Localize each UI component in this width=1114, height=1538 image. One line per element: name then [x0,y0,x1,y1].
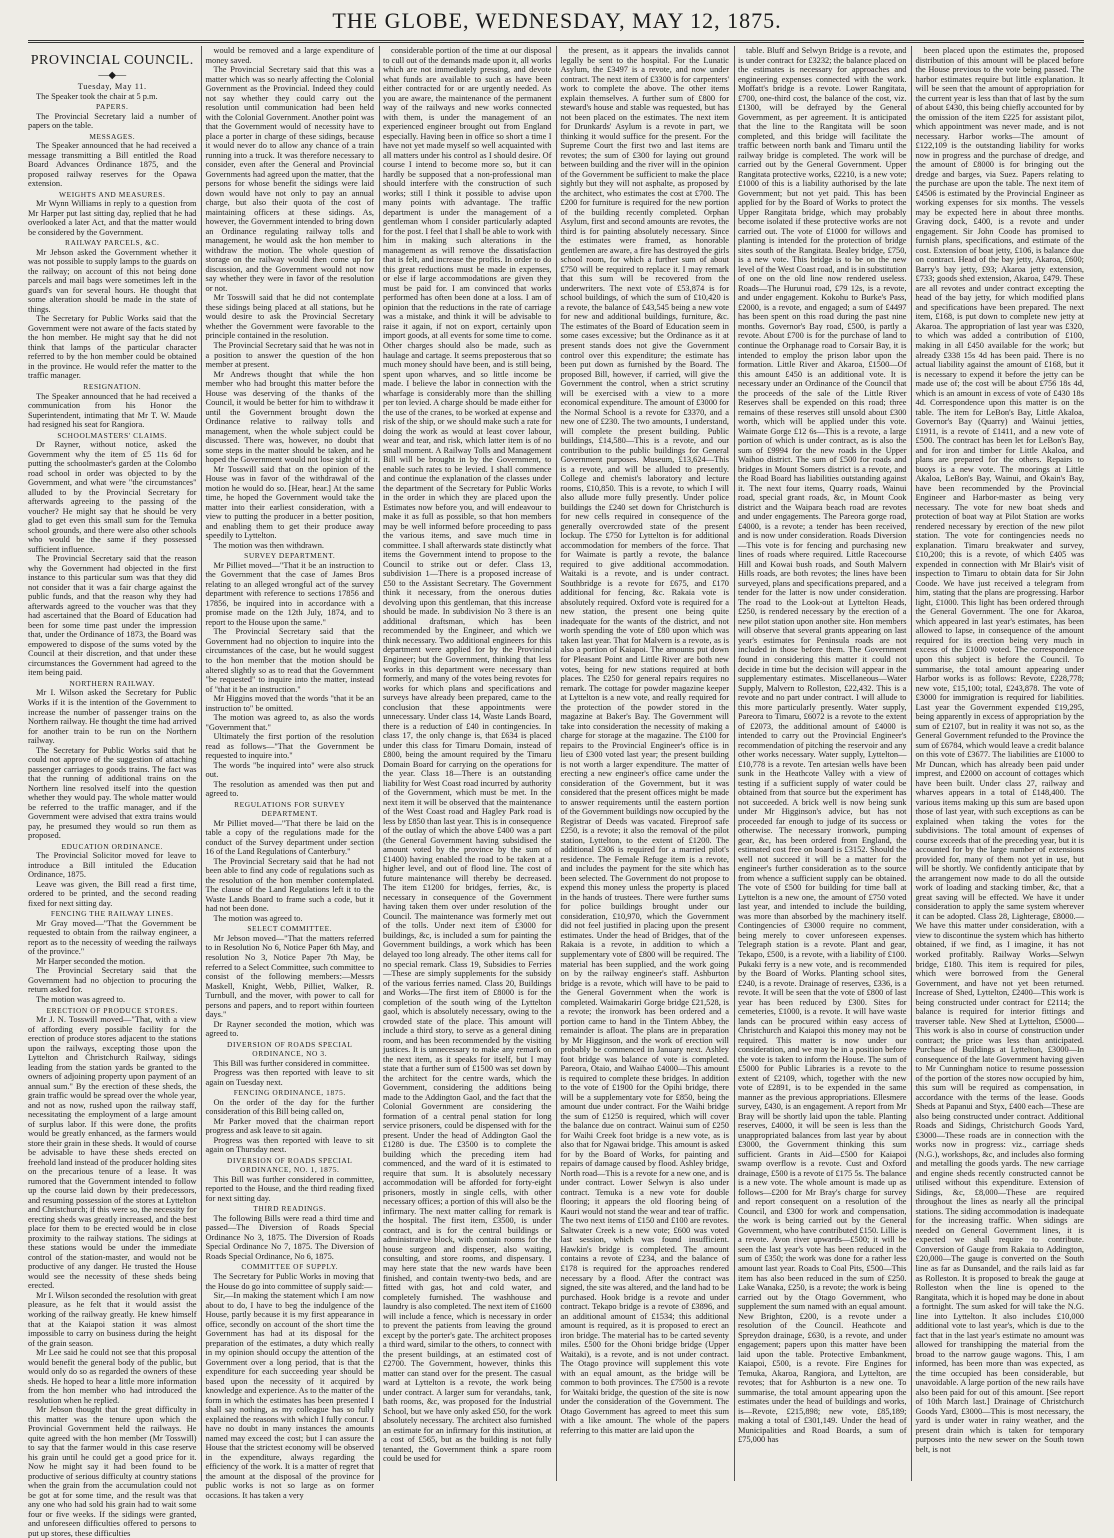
paragraph: Mr Pilliet moved—"That it be an instruction to the Government that the case of James Bros relating to an alleged wrongful act of the survey department with reference to sections 17856 and 17856, be inquired into in accordance with a promise made on the 12th July, 1874, and to report to the House upon the same." [205,560,374,627]
ornament-divider: —◆— [98,70,127,81]
column-1 [28,46,197,1538]
paragraph: would be removed and a large expenditure of money saved. [205,46,374,65]
paragraph: The Provincial Secretary said that the Government had no objection to procuring the return asked for. [28,966,197,995]
paragraph: the present, as it appears the invalids cannot legally be sent to the hospital. For the Lunatic Asylum, the £3497 is a revote, and now under contract. The next item of £3300 is for carpenters' work to complete the above. The other items explain themselves. A further sum of £800 for steward's house and stable was requested, but has not been placed on the estimates. The next item for Drunkards' Asylum is a revote in part, we thinking it would suffice for the present. For the Supreme Court the first two and last items are revotes; the sum of £300 for laying out ground between building and the river will in the opinion of the Government be sufficient to make the place sightly but they will not asphalte, as proposed by the architect, who estimates the cost at £700. The £200 for furniture is required for the new portion of the building recently completed. Orphan Asylum, first and second amounts are revotes, the third is for painting absolutely necessary. Since the estimates were framed, as honorable gentlemen are aware, a fire has destroyed the girls school room, for which a further sum of about £750 will be required to replace it. I may remark that this sum will be recovered from the underwriters. The next vote of £53,874 is for school buildings, of which the sum of £10,420 is a revote, the balance of £43,545 being a new vote for new and additional buildings, furniture, &c. The estimates of the Board of Education seem in some cases excessive; but the Ordinance as it at present stands does not give the Government control over this expenditure; the estimate has been put down as furnished by the Board. The proposed Bill, however, if carried, will give the Government the control, when a strict scrutiny will be exercised with a view to a more economical expenditure. The amount of £3000 for the Normal School is a revote for £3370, and a new one of £230. The two amounts, I understand, will complete the present building. Public buildings, £14,580—This is a revote, and our contribution to the public buildings for General Government purposes. Museum, £13,624—This is a revote, and will be alluded to presently. College and chemist's laboratory and lecture rooms, £10,850. This is a revote, to which I will also allude more fully presently. Under police buildings the £240 set down for Christchurch is for new cells required in consequence of the generally overcrowded state of the present lockup. The £750 for Lyttelton is for additional accommodation for members of the force. That for Waimate is partly a revote, the balance required to give additional accommodation. Waitaki is a revote, and is under contract. Southbridge is a revote for £675, and £170 additional for fencing, &c. Rakaia vote is absolutely required. Oxford vote is required for a new station, the present one being quite inadequate for the wants of the district, and not worth spending the vote of £80 upon which was taken last year. That for Malvern is a revote, as is also a portion of Kaiapoi. The amounts put down for Pleasant Point and Little River are both new votes, being for new stations required at both places. The £250 for general repairs requires no remark. The cottage for powder magazine keeper at Lyttelton is a new vote, and really required for the protection of the powder stored in the magazine at Baker's Bay. The Government will take into consideration the necessity of making a charge for storage at the magazine. The £100 for repairs to the Provincial Engineer's office is in lieu of £300 voted last year; the present building is not worth a larger expenditure. The matter of erecting a new engineer's office came under the consideration of the Government, but it was considered that the present offices might be made to answer requirements until the eastern portion of the Government buildings now occupied by the Registrar of Deeds was vacated. Fireproof safe £250, is a revote; it also the removal of the pilot station, Lyttelton, to the extent of £1200. The additional £306 is required for a married pilot's residence. The Female Refuge item is a revote, and includes the payment for the site which has been selected. The Government do not propose to expend this money unless the property is placed in the hands of trustees. There were further sums for police buildings brought under our consideration, £10,970, which the Government did not feel justified in placing upon the present estimates. Under the head of Bridges, that of the Rakaia is a revote, in addition to which a supplementary vote of £800 will be required. The material has been supplied, and the work going on by the railway engineer's staff. Ashburton bridge is a revote, which will have to be paid to the General Government when the work is completed. Waimakariri Gorge bridge £21,528, is a revote; the ironwork has been ordered and a portion came to hand in the Tintern Abbey, the remainder is afloat. The plans are in preparation by Mr Higginson, and the work of erection will probably be commenced in January next. Ashley foot bridge was balance of vote is completed. Pareora, Otaio, and Waihao £4000—This amount is required to complete these bridges. In addition to the vote of £1900 for the Opihi bridge, there will be a supplementary vote for £850, being the amount due under contract. For the Waihi bridge the sum of £1250 is required, which will cover the balance due on contract. Wainui sum of £250 for Waihi Creek foot bridge is a new vote, as is also that for Ngawai bridge. This amount is asked for by the Board of Works, for painting and repairs of damage caused by flood. Ashley bridge, North road—This is a revote for a new one, and is under contract. Lower Selwyn is also under contract. Temuka is a new vote for double flooring; it appears the old flooring being of Kauri would not stand the wear and tear of traffic. The two next items of £150 and £100 are revotes. Saltwater Creek is a new vote; £600 was voted last session, which was found insufficient. Hawkin's bridge is completed. The amount contains a revote of £234, and the balance of £178 is required for the approaches rendered necessary by a flood. After the contract was signed, the site was altered, and the land had to be purchased. Hook bridge is a revote and under contract. Tekapo bridge is a revote of £3896, and an additional amount of £1534; this additional amount is required, as it is proposed to erect an iron bridge. The material has to be carted seventy miles. £500 for the Ohoni bridge bridge (Upper Waitaki), is a revote, and is not under contract. The Otago province will supplement this vote with an equal amount, as the bridge will be common to both provinces. The £7500 is a revote for Waitaki bridge, the question of the site is now under the consideration of the Government. The Otago Government has agreed to meet this sum with a like amount. The whole of the papers referring to this matter are laid upon the [560,46,729,1435]
paragraph: Mr Higgins moved that the words "that it be an instruction to" be omitted. [205,694,374,713]
paragraph: Mr Jebson thought that the great difficulty in this matter was the tenure upon which the Provincial Government held the railways. He quite agreed with the hon member (Mr Tosswill) to say that the farmer would in this case reserve his grain until he could get a good price for it. Now he might say it had been found to be productive of serious difficulty at country stations when the grain from the accumulation could not be got at for some time, and the result was that any one who had sold his grain had to wait some four or five weeks. If the sidings were granted, and unforeseen difficulties offered to persons to put up stores, these difficulties [28,1405,197,1538]
masthead-rule [28,40,1084,43]
subheading: ERECTION OF PRODUCE STORES. [46,1005,178,1015]
masthead: THE GLOBE, WEDNESDAY, MAY 12, 1875. [332,8,782,33]
subheading: SURVEY DEPARTMENT. [244,551,336,561]
column-rule [911,46,912,1481]
subheading: THIRD READINGS. [253,1204,327,1214]
paragraph: Sir,—In making the statement which I am now about to do, I have to beg the indulgence of the House, partly because it is my first appearance in office, secondly on account of the short time the Government has had at its disposal for the preparation of the estimates, a duty which really in my opinion should occupy the attention of the Government over a long period, that is that the expenditure for each succeeding year should be based upon the necessity of it acquired by knowledge and experience. As to the matter of the form in which the estimates has been presented I shall say nothing, as my colleague has so fully explained the reasons with which I fully concur. I have no doubt in many instances the amounts named may exceed the cost; but I can assure the House that the strictest economy will be observed in the expenditure, always regarding the efficiency of the work. It is a matter of regret that the amount at the disposal of the province for public works is not so large as on former occasions. It has taken a very [205,1291,374,1500]
paragraph: On the order of the day for the further consideration of this Bill being called on, [205,1097,374,1117]
paragraph: The Provincial Secretary said that he had not been able to find any code of regulations such as the resolution of the hon member contemplated. The clause of the Land Regulations left it to the Waste Lands Board to frame such a code, but it had not been done. [205,856,374,914]
paragraph: Progress was then reported with leave to sit again on Tuesday next. [205,1068,374,1087]
paragraph: Mr Harper seconded the motion. [36,956,146,966]
paragraph: The Secretary for Public Works said that he could not approve of the suggestion of attaching passenger carriages to goods trains. The fact was that the running of additional trains on the Northern line resolved itself into the question whether they would pay. The whole matter would be referred to the traffic manager, and if the Government were advised that extra trains would pay, he presumed they would so run them as proposed. [28,745,197,841]
subheading: EDUCATION ORDINANCE. [61,841,163,851]
paragraph: The Provincial Secretary said that the Government had no objection to inquire into the circumstances of the case, but he would suggest to the hon member that the motion should be altered slightly so as to read that the Government "be requested" to inquire into the matter, instead of "that it be an instruction." [205,627,374,694]
column-3 [383,46,552,1481]
paragraph: Dr Rayner seconded the motion, which was agreed to. [205,1019,374,1039]
paragraph: Mr Lee said he could not see that this proposal would benefit the general body of the public, but would only do so as regarded the owners of these sheds. He hoped to hear a little more information from the hon member who had introduced the resolution when he replied. [28,1348,197,1405]
paragraph: The Provincial Secretary laid a number of papers on the table. [28,111,197,131]
paragraph: table. Bluff and Selwyn Bridge is a revote, and is under contract for £3232; the balance placed on the estimates is necessary for approaches and engineering expenses connected with the work. Moffatt's bridge is a revote. Lower Rangitata, £700, one-third cost, the balance of the cost, viz. £1300, will be defrayed by the General Government, as per agreement. It is anticipated that the line to the Rangitata will be soon completed, and this bridge will facilitate the traffic between north bank and Timaru until the railway bridge is completed. The work will be carried out by the General Government. Upper Rangitata protective works, £2210, is a new vote; £1000 of this is a liability authorised by the late Government; but not yet paid. This has been applied for by the Board of Works to protect the Upper Rangitata bridge, which may probably become isolated if these protective works are not carried out. The vote of £1000 for willows and planting is intended for the protection of bridge sites south of the Rangitata. Bealey bridge, £750, is a new vote. This bridge is to be on the new level of the West Coast road, and is in substitution of one on the old line now rendered useless. Roads—The Hurunui road, £79 12s, is a revote, and under engagement. Kokohu to Burke's Pass, £2000, is a revote, and engaged; a sum of £4497 has been spent on this road during the past nine months. Governor's Bay road, £500, is partly a revote. About £700 is for the purchase of land to continue the Orphanage road to Corsair Bay, it is intended to employ the prison labor upon the formation. Little River and Akaroa, £1500—Of this amount £450 is an additional vote. It is necessary under an Ordinance of the Council that the proceeds of the sale of the Little River Reserves shall be expended on this road; three remains of these reserves still unsold about £300 worth, which will be applied under this vote. Waimate Gorge £12 6s—This is a revote, a large portion of which is under contract, as is also the sum of £9994 for the new roads in the Upper Waihoo district. The sum of £500 for roads and bridges in Mount Somers district is a revote, and the Road Board has liabilities outstanding against it. The next four items, Quarry roads, Wainui road, special grant roads, &c, in Mount Cook district and the Waipara beach road are revotes and under engagements. The Pareora gorge road, £4000, is a revote; a tender has been received, and is now under consideration. Roads Diversion—This vote is for fencing and purchasing new lines of roads where required. Little Racecourse Hill and Kowai bush roads, and South Malvern Hills roads, are both revotes; the lines have been surveyed, plans and specifications prepared, and a tender for the latter is now under consideration. The road to the Look-out at Lyttelton Heads, £250, is rendered necessary by the erection of a new pilot station upon another site. Hon members will observe that several grants appearing on last year's estimates for Peninsula roads are not included in those before them. The Government found in considering this matter it could not decide in time but the decision will appear in the supplementary estimates. Miscellaneous—Water Supply, Malvern to Rolleston, £22,432. This is a revote and no part under contract. I will allude to this more particularly presently. Water supply, Pareora to Timaru, £6072 is a revote to the extent of £2073, the additional amount of £4000 is intended to carry out the Provincial Engineer's recommendation of pitching the reservoir and any other works necessary. Water supply, Lyttelton—£10,778 is a revote. Ten artesian wells have been sunk in the Heathcote Valley with a view of testing if a sufficient supply of water could be obtained from that source but the experiment has not succeeded. A brick well is now being sunk under Mr Higginson's advice, but has not proceeded far enough to judge of its success or otherwise. The necessary ironwork, pumping gear, &c, has been ordered from England, the estimated cost free on board is £3152. Should the well not succeed it will be a matter for the engineer's further consideration as to the source from whence a sufficient supply can be obtained. The vote of £500 for building for time ball at Lyttelton is a new one, the amount of £750 voted last year, and intended to include the building, was more than absorbed by the machinery itself. Contingencies of £3000 require no comment, being merely to cover unforeseen expenses. Telegraph station is a revote. Plant and gear, Tekapo, £500, is a revote, with a liability of £100. Pukaki ferry is a new vote, and is recommended by the Board of Works. Planting school sites, £240, is a revote. Drainage of reserves, £336, is a revote. It will be seen that the vote of £800 of last year has been reduced by £300. Sites for cemeteries, £1000, is a revote. It will have waste lands can be procured within easy access of Christchurch and Kaiapoi this money may not be required. This matter is now under our consideration, and we may be in a position before the vote is taken to inform the House. The sum of £5000 for Public Libraries is a revote to the extent of £2109, which, together with the new vote of £2891, is to be expended in the same manner as the previous appropriations. Ellesmere survey, £430, is an engagement. A report from Mr Bray will be shortly laid upon the table. Planting reserves, £4000, it will be seen is less than the unappropriated balances from last year by about £3000, the Government thinking this sum sufficient. Grants in Aid—£500 for Kaiapoi swamp overflow is a revote. Cust and Oxford drainage, £500 is a revote of £175 5s. The balance is a new vote. The whole amount is made up as follows—£200 for Mr Bray's charge for survey and report consequent on a resolution of the Council, and £300 for work and compensation, the work is being carried out by the General Government, who have contributed £150. Lillie is a revote. Avon river upwards—£500; it will be seen the last year's vote has been reduced in the sum of £350; the work was done for a rather less amount last year. Roads to Coal Pits, £500—This item has also been reduced in the sum of £250. Lake Wanaka, £250, is a revote; the work is being carried out by the Otago Government, who supplement the sum named with an equal amount. New Brighton, £200, is a revote under a resolution of the Council. Heathcote and Spreydon drainage, £630, is a revote, and under engagement; papers upon this matter have been laid upon the table. Protective Embankment, Kaiapoi, £500, is a revote. Fire Engines for Temuka, Akaroa, Rangiora, and Lyttelton, are revotes; that for Ashburton is a new one. To summarise, the total amount appearing upon the estimates under the head of buildings and works, is—Revote, £215,898; new vote, £85,189; making a total of £301,149. Under the head of Municipalities and Road Boards, a sum of £75,000 has [738,46,907,1445]
paragraph: Ultimately the first portion of the resolution read as follows—"That the Government be requested to inquire into." [205,732,374,761]
paragraph: Mr Andrews thought that while the hon member who had brought this matter before the House was deserving of the thanks of the Council, it would be better for him to withdraw it until the Government brought down the Ordinance relative to railway tolls and management, when the whole subject could be discussed. There was, however, no doubt that some steps in the matter should be taken, and he hoped the Government would not lose sight of it. [205,369,374,465]
column-rule [556,46,557,1481]
paragraph: This Bill was further considered in committee, reported to the House, and the third reading fixed for next sitting day. [205,1174,374,1203]
paragraph: Mr J. N. Tosswill moved—"That, with a view of affording every possible facility for the erection of produce stores adjacent to the stations upon the railways, excepting those upon the Lyttelton and Christchurch Railway, sidings leading from the station yards be granted to the owners of adjoining property upon payment of an annual sum." By the erection of these sheds, the grain traffic would be spread over the whole year, and not as now, rushed upon the railway staff, necessitating the employment of a large amount of surplus labor. If this were done, the profits would be greatly enhanced, as the farmers would store their grain in these sheds. It would of course be advisable to have these sheds erected on freehold land instead of the producer holding sites on the precarious tenure of a lease. It was rumored that the Government intended to follow up the course laid down by their predecessors, and resuming possession of the stores at Lyttelton and Christchurch; if this were so, the necessity for erecting sheds was greatly increased, and the best place for them to be erected would be in close proximity to the railway stations. The sidings at these stations would be under the immediate control of the station-master, and would not be productive of any danger. He trusted the House would see the necessity of these sheds being erected. [28,1015,197,1291]
paragraph: Leave was given, the Bill read a first time, ordered to be printed, and the second reading fixed for next sitting day. [28,879,197,908]
paragraph: considerable portion of the time at our disposal to cull out of the demands made upon it, all works which are not immediately pressing, and devote what funds are available to such as have been either contracted for or are urgently needed. As you are aware, the maintenance of the permanent way of the railways and new works connected with them, is under the management of an experienced engineer brought out from England especially. Having been in office so short a time I have not yet made myself so well acquainted with all matters under his control as I should desire. Of course I intend to become more so, but it can hardly be supposed that a non-professional man should interfere with the construction of such works; still I think it possible to advise upon many points with advantage. The traffic department is under the management of a gentleman whom I consider particularly adapted for the post. I feel that I shall be able to work with him in making such alterations in the management as will remove the dissatisfaction that is felt, and increase the profits. In order to do this great reductions must be made in expenses, or else if large accommodations are given they must be paid for. I am convinced that works performed has often been done at a loss. I am of opinion that the reductions in the rate of carriage was a mistake, and think it will be advisable to raise it again, if not on export, certainly upon import goods, at all events for some time to come. Other charges should also be made, such as haulage and cartage. It seems preposterous that so much money should have been, and is still being, spent upon wharves, and so little income be made. I believe the labor in connection with the wharfage is considerably more than the shilling per ton levied. A charge should be made either for the use of the cranes, to be worked at expense and risk of the ship, or we should make such a rate for doing the work as would at least cover labour, wear and tear, and risk, which latter item is of no small moment. A Railway Tolls and Management Bill will be brought in by the Government, to enable such rates to be levied. I shall commence and continue the explanation of the classes under the department of the Secretary for Public Works in the order in which they are placed upon the Estimates now before you, and will endeavour to make it as full as possible, so that hon members may be well informed before proceeding to pass the various items, and save much time in committee. I shall afterwards state distinctly what items the Government intend to propose to the Council to strike out or defer. Class 13, subdivision 1—There is a proposed increase of £50 to the Assistant Secretary. The Government think it necessary, from the onerous duties devolving upon this gentleman, that this increase should be made. In subdivision No 3 there is an additional draftsman, which has been recommended by the Engineer, and which we think necessary. Two additional engineers for this department were applied for by the Provincial Engineer; but the Government, thinking that less works in this department were necessary than formerly, and many of the votes being revotes for works for which plans and specifications and surveys have already been prepared, came to the conclusion that these appointments were unnecessary. Under class 14, Waste Lands Board, there is a reduction of £40 in contingencies. In class 17, the only change is, that £634 is placed under this class for Timaru Domain, instead of £800, being the amount required by the Timaru Domain Board for carrying on the operations for the year. Class 18—There is an outstanding liability for West Coast road incurred by authority of the Government, which must be met. In the next item it will be observed that the maintenance of the West Coast road and Hagley Park road is less by £850 than last year. This is in consequence of the outlay of which the above £400 was a part (the General Government having subsidised the amount voted by the province by the sum of £1400) having enabled the road to be taken at a higher level, and out of flood line. The cost of future maintenance will thereby be decreased. The item £1200 for bridges, ferries, &c, is necessary in consequence of the Government having taken them over under resolution of the Council. The maintenance was formerly met out of the tolls. Under next item of £3000 for buildings, &c, is included a sum for painting the Government buildings, a work which has been delayed too long already. The other items call for no special remark. Class 19, Subsidies to Ferries—These are simply supplements for the subsidy of the various ferries named. Class 20, Buildings and Works—The first item of £8000 is for the completion of the south wing of the Lyttelton gaol, which is absolutely necessary, owing to the crowded state of the place. This amount will include a third story, to serve as a general dining room, and has been recommended by the visiting justices. It is unnecessary to make any remark on the next item, as it speaks for itself, but I may state that a further sum of £1500 was set down by the architect for the centre wards, which the Government, considering the additions being made to the Addington Gaol, and the fact that the Colonial Government are considering the formation of a central penal station for long service prisoners, could be dispensed with for the present. Under the head of Addington Gaol the £1280 is due. The £3500 is to complete the building which the preceding item had commenced, and the ward of it is estimated to require that sum. It is absolutely necessary accommodation will be afforded for forty-eight prisoners, mostly in single cells, with other necessary offices; a portion of this will also be the infirmary. The next matter calling for remark is the hospital. The first item, £3500, is under contract, and is for the central buildings or administrative block, with contain rooms for the house surgeon and dispenser, also waiting, consulting, and store rooms, and dispensary. I may here state that the new wards have been finished, and contain twenty-two beds, and are fitted with gas, hot and cold water, and completely furnished. The washhouse and laundry is also completed. The next item of £1600 will include a fence, which is necessary in order to prevent the patients from leaving the ground except by the porter's gate. The architect proposes a third ward, similar to the others, to connect with the present buildings, at an estimated cost of £2700. The Government, however, thinks this matter can stand over for the present. The casual ward at Lyttelton is a revote, the work being under contract. A larger sum for verandahs, tank, bath rooms, &c, was proposed for the Industrial School, but we have only asked £50, for the work absolutely necessary. The architect also furnished an estimate for an infirmary for this institution, at a cost of £565, but as the building is not fully tenanted, the Government think a spare room could be used for [383,46,552,1464]
paragraph: Mr Parker moved that the chairman report progress and ask leave to sit again. [205,1116,374,1136]
paragraph: The Provincial Solicitor moved for leave to introduce a Bill intituled the Education Ordinance, 1875. [28,851,197,880]
paragraph: Progress was then reported with leave to sit again on Thursday next. [205,1135,374,1155]
subheading: SELECT COMMITTEE. [247,924,333,934]
subheading: DIVERSION OF ROADS SPECIAL ORDINANCE, NO 3. [227,1039,353,1059]
column-rule [201,46,202,1481]
subheading: SCHOOLMASTERS' CLAIMS. [57,430,168,440]
paragraph: The following Bills were read a third time and passed—The Diversion of Roads Special Ordinance No 3, 1875. The Diversion of Roads Special Ordinance No 7, 1875. The Diversion of Roads Special Ordinance, No 6, 1875. [205,1213,374,1261]
column-6 [916,46,1085,1481]
session-date: Tuesday, May 11. [77,82,147,91]
paragraph: The Provincial Secretary said that this was a matter which was so nearly affecting the Colonial Government as the Provincial. Indeed they could not say whether they could carry out the resolution until communication had been held with the Colonial Government. Another point was that the Government would of necessity have to place a porter in charge of these sidings, because it would never do to allow any chance of a train running into a truck. It was therefore necessary to consider, even after the General and Provincial Governments had agreed upon the matter, that the persons for whose benefit the sidings were laid down would have not only to pay an annual charge, but also their quota of the cost of maintaining officers at these sidings. As, however, the Government intended to bring down an Ordinance regulating railway tolls and management, he would ask the hon member to withdraw the motion. The whole question of storage on the railway would then come up for discussion, and the Government would not now say whether they were in favor of the resolution or not. [205,65,374,293]
subheading: MESSAGES. [89,131,136,141]
paragraph: The Secretary for Public Works said that the Government were not aware of the facts stated by the hon member. He might say that he did not think that lamps of the particular character referred to by the hon member could be obtained in the province. He would refer the matter to the traffic manager. [28,314,197,381]
article-columns [28,46,1084,1538]
subheading: FENCING THE RAILWAY LINES. [50,909,174,919]
subheading: WEIGHTS AND MEASURES. [59,189,166,199]
subheading: FENCING ORDINANCE, 1875. [233,1088,346,1098]
subheading: RESIGNATION. [83,381,142,391]
subheading: PAPERS. [96,102,129,112]
column-4 [561,46,730,1481]
paragraph: Mr Gray moved—"That the Government be requested to obtain from the railway engineer, a report as to the necessity of weeding the railways of the province." [28,918,197,957]
paragraph: The Speaker announced that he had received a communication from his Honor the Superintendent, intimating that Mr T. W. Maude had resigned his seat for Rangiora. [28,391,197,430]
paragraph: The Provincial Secretary said that the reason why the Government had objected in the first instance to this particular sum was that they did not consider that it was a fair charge against the public funds, and that the reason why they had afterwards agreed to the voucher was that they had ascertained that the Board of Education had been for some time past under the impression that, under the Ordinance of 1873, the Board was empowered to dispose of the sums voted by the Council at their discretion, and that under these circumstances the Government had agreed to the item being paid. [28,554,197,678]
paragraph: The motion was agreed to, as also the words "Government that." [205,713,374,732]
paragraph: been placed upon the estimates the, proposed distribution of this amount will be placed before the House previous to the vote being passed. The harbor estimates require but little explanation. It will be seen that the amount of appropriation for the current year is less than that of last by the sum of about £430, this being chiefly accounted for by the omission of the item £225 for assistant pilot, which appointment was never made, and is not necessary. Harbor works—The amount of £122,109 is the outstanding liability for works now in progress and the purchase of dredge, and the amount of £8000 is for bringing out the dredge and barges, via Suez. Papers relating to the purchase are upon the table. The next item of £4506 is estimated by the Provincial Engineer as working expenses for six months. The vessels may be expected here in about three months. Graving dock, £400, is a revote and under engagement. Sir John Coode has promised to furnish plans, specifications, and estimate of the cost. Extension of boat jetty, £106, is balance due on contract. Head of the bay jetty, Akaroa, £600; Barry's bay jetty, £93; Akaroa jetty extension, £733; goods shed extension, Akaroa, £479. These are all revotes and under contract excepting the head of the bay jetty, for which modified plans and specifications have been prepared. The next item, £168, is put down to complete new jetty at Akaroa. The appropriation of last year was £320, to which was added a contribution of £100, making in all £450 available for the work; but already £338 15s 4d has been paid. There is no actual liability against the amount of £168, but it is necessary to expend it before the jetty can be made use of; the cost will be about £756 18s 4d, which is an amount in excess of vote of £430 18s 4d. Correspondence upon this matter is on the table. The item for LeBon's Bay, Little Akaloa, Governor's Bay (Quarry) and Wainui jetties, £1911, is a revote of £1411, and a new vote of £500. The contract has been let for LeBon's Bay, and for iron and timber for Little Akaloa, and plans are prepared for the others. Repairs to buoys is a new vote. The moorings at Little Akaloa, LeBon's Bay, Wainui, and Okain's Bay, have been recommended by the Provincial Engineer and Harbor-master as being very necessary. The vote for new boat sheds and protection of boat way at Pilot Station are works rendered necessary by erection of the new pilot station. The vote for contingencies needs no explanation. Timaru breakwater and survey, £10,200; this is a revote, of which £405 was expended in connection with Mr Blair's visit of inspection to Timaru to obtain data for Sir John Coode. We have just received a telegram from him, stating that the plans are progressing. Harbor light, £1000. This light has been ordered through the General Government. The one for Akaroa, which appeared in last year's estimates, has been allowed to lapse, in consequence of the amount required for its erection being very much in excess of the £1000 voted. The correspondence upon this subject is before the Council. To summarise, the total amount appearing under Harbor works is as follows: Revote, £228,778; new vote, £15,100; total, £243,878. The vote of £3000 for immigration is required for liabilities. Last year the Government expended £19,295, being apparently in excess of appropriation by the sum of £2107, but in reality it was not so, as the General Government refunded to the Province the sum of £6784, which would leave a credit balance on this vote of £3677. The liabilities are £1000 to Mr Duncan, which has already been paid under imprest, and £2000 on account of cottages which have been built. Under class 27, railway and wharves appears in a total of £148,400. The various items making up this sum are based upon those of last year, with such exceptions as can be explained when taking the votes for the subdivisions. The total amount of expenses of course exceeds that of the preceding year, but it is accounted for by the large number of extensions provided for, many of them not yet in use, but will be shortly. We confidently anticipate that by the arrangement now made to do all the outside work of loading and stacking timber, &c, that a great saving will be effected. We have it under consideration to apply the same system wherever it can be adopted. Class 28, Lighterage, £8000.—We have this matter under consideration, with a view to discontinue the system which has hitherto obtained, if we find, as I imagine, it has not worked profitably. Railway Works—Selwyn bridge, £180. This item is required for piles, which were borrowed from the General Government, and have not yet been returned. Increase of Shed, Lyttelton, £2400—This work is being constructed under contract for £2114; the balance is required for interior fittings and traverser table. New Shed at Lyttelton, £5000—This work is also in course of construction under contract; the price was less than anticipated. Purchase of Buildings at Lyttelton, £3000—In consequence of the late Government having given to Mr Cunningham notice to resume possession of the portion of the stores now occupied by him, this sum will be required as compensation, in accordance with the terms of the lease. Goods Sheds at Papanui and Styx, £400 each—These are also being constructed under contract. Additional Roads and Sidings, Christchurch Goods Yard, £3000—These roads are in connection with the works now in progress: viz., carriage sheds (N.G.), workshops, &c, and includes also forming and metalling the goods yards. The new carriage and engine sheds recently constructed cannot be utilised without this expenditure. Extension of Sidings, &c, £8,000—These are required throughout the lines as nearly all the principal stations. The siding accommodation is inadequate for the increasing traffic. When sidings are needed on General Government lines, it is expected we shall require to contribute. Conversion of Gauge from Rakaia to Addington, £20,000—The gauge is converted on the South line as far as Dunsandel, and the rails laid as far as Rolleston. It is proposed to break the gauge at Rolleston when the line is opened to the Rangitata, which it is hoped may be done in about a fortnight. The sum asked for will take the N.G. line into Lyttelton. It also includes £10,000 additional vote to last year's, which is due to the fact that in the last year's estimate no amount was allowed for transhipping the material from the broad to the narrow gauge wagons. This, I am informed, has been more than was expected, as the time occupied has been considerable, but unavoidable. A large portion of the new rails have also been paid for out of this amount. [See report of 10th March last.] Drainage of Christchurch Goods Yard, £3000—This is most necessary, the yard is under water in rainy weather, and the present drain which is taken for temporary purposes into the new sewer on the South town belt, is not [915,46,1084,1454]
paragraph: Mr Tosswill said that he did not contemplate these sidings being placed at all stations, but he would desire to ask the Provincial Secretary whether the Government were favorable to the principle contained in the resolution. [205,293,374,341]
subheading: COMMITTEE OF SUPPLY. [241,1262,339,1272]
subheading: DIVERSION OF ROADS SPECIAL ORDINANCE, NO. 1, 1875. [227,1155,353,1175]
paragraph: Mr Jebson moved—"That the matters referred to in Resolution No 6, Notice Paper 6th May, and resolution No 3, Notice Paper 7th May, be referred to a Select Committee, such committee to consist of the following members:—Messrs Maskell, Knight, Webb, Pilliet, Walker, R. Turnbull, and the mover, with power to call for persons and papers, and to report within fourteen days." [205,933,374,1020]
paragraph: This Bill was further considered in committee. [213,1058,370,1068]
section-title: PROVINCIAL COUNCIL. [30,53,194,68]
paragraph: The Secretary for Public Works in moving that the House do go into committee of supply said:— [205,1272,374,1291]
paragraph: The Speaker announced that he had received a message transmitting a Bill entitled the Road Board Advances Ordinance 1875, and the proposed railway reserves for the Opawa extension. [28,141,197,189]
paragraph: Mr I. Wilson seconded the resolution with great pleasure, as he felt that it would assist the working of the railway greatly. He knew himself that at the Kaiapoi station it was almost impossible to carry on business during the height of the grain season. [28,1290,197,1348]
column-5 [738,46,907,1481]
paragraph: The resolution as amended was then put and agreed to. [205,779,374,799]
paragraph: The Speaker took the chair at 5 p.m. [36,91,158,101]
paragraph: Mr Pilliet moved—"That there be laid on the table a copy of the regulations made for the conduct of the Survey department under section 16 of the Land Regulations of Canterbury." [205,818,374,857]
paragraph: The words "be inquired into" were also struck out. [205,760,374,780]
paragraph: Dr Rayner, without notice, asked the Government why the item of £5 11s 6d for putting the schoolmaster's garden at the Colombo road school in order was objected to by the Government, and what were "the circumstances" alluded to by the Provincial Secretary for afterwards agreeing to the passing of the voucher? He might say that he should be very glad to get even this small sum for the Temuka school grounds, and there were also other schools who would be the same if they possessed sufficient influence. [28,440,197,554]
paragraph: The Provincial Secretary said that he was not in a position to answer the question of the hon member at present. [205,340,374,370]
column-rule [379,46,380,1481]
column-2 [205,46,375,1500]
subheading: RAILWAY PARCELS, &C. [65,238,160,248]
column-rule [734,46,735,1481]
paragraph: Mr I. Wilson asked the Secretary for Public Works if it is the intention of the Government to increase the number of passenger trains on the Northern railway. He thought the time had arrived for another train to be run on the Northern railway. [28,688,197,746]
paragraph: The motion was agreed to. [213,913,303,923]
paragraph: Mr Wynn Williams in reply to a question from Mr Harper put last sitting day, replied that he had overlooked a later Act, and that the matter would be considered by the Government. [28,199,197,237]
paragraph: Mr Tosswill said that on the opinion of the House was in favor of the withdrawal of the motion he would do so. [Hear, hear.] At the same time, he hoped the Government would take the matter into their earliest consideration, with a view to putting the producer in a better position, and enabling them to get their produce away speedily to Lyttelton. [205,464,374,541]
paragraph: Mr Jebson asked the Government whether it was not possible to supply lamps to the guards on the railway; on account of this not being done parcels and mail bags were sometimes left in the guard's van for several hours. He thought that some alteration should be made in the state of things. [28,247,197,314]
subheading: NORTHERN RAILWAY. [69,678,156,688]
paragraph: The motion was agreed to. [36,994,126,1004]
subheading: REGULATIONS FOR SURVEY DEPARTMENT. [234,799,346,819]
paragraph: The motion was then withdrawn. [213,540,324,550]
